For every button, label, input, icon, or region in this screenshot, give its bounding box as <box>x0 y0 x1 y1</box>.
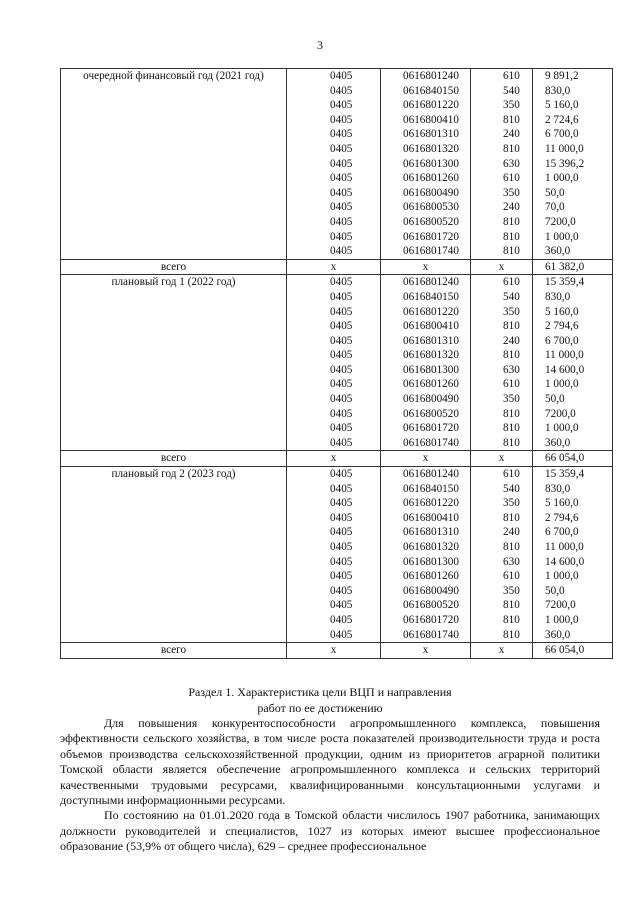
period-label-cell <box>61 525 287 540</box>
expense-type-cell: 810 <box>471 113 533 128</box>
amount-cell: 11 000,0 <box>533 348 613 363</box>
target-code-cell: 0616801720 <box>381 230 471 245</box>
target-code-cell: 0616840150 <box>381 290 471 305</box>
expense-type-cell: 610 <box>471 275 533 290</box>
expense-type-cell: 240 <box>471 200 533 215</box>
amount-cell: 1 000,0 <box>533 171 613 186</box>
section-code-cell: 0405 <box>287 305 381 320</box>
expense-type-cell: 610 <box>471 467 533 482</box>
table-row <box>61 436 613 451</box>
section-code-cell: 0405 <box>287 157 381 172</box>
expense-type-cell: 240 <box>471 525 533 540</box>
table-row <box>61 200 613 215</box>
amount-cell: 7200,0 <box>533 407 613 422</box>
amount-cell: 1 000,0 <box>533 421 613 436</box>
period-label-cell <box>61 496 287 511</box>
expense-type-cell: 810 <box>471 319 533 334</box>
table-row <box>61 482 613 497</box>
section-code-cell: 0405 <box>287 363 381 378</box>
target-code-cell: 0616800490 <box>381 584 471 599</box>
target-code-cell: 0616801310 <box>381 334 471 349</box>
amount-cell: 5 160,0 <box>533 98 613 113</box>
period-label-cell <box>61 200 287 215</box>
expense-type-cell: x <box>471 259 533 275</box>
page-number: 3 <box>317 38 323 52</box>
amount-cell: 830,0 <box>533 84 613 99</box>
period-label-cell <box>61 244 287 259</box>
budget-table-body <box>61 69 613 659</box>
total-label-cell: всего <box>61 643 287 659</box>
section-code-cell: 0405 <box>287 540 381 555</box>
expense-type-cell: 630 <box>471 363 533 378</box>
table-row <box>61 113 613 128</box>
target-code-cell: 0616801720 <box>381 613 471 628</box>
expense-type-cell: 240 <box>471 334 533 349</box>
target-code-cell: 0616801300 <box>381 157 471 172</box>
total-row <box>61 643 613 659</box>
amount-cell: 5 160,0 <box>533 305 613 320</box>
expense-type-cell: 350 <box>471 98 533 113</box>
table-row <box>61 334 613 349</box>
expense-type-cell: 540 <box>471 482 533 497</box>
section-code-cell: 0405 <box>287 628 381 643</box>
table-row <box>61 467 613 482</box>
amount-cell: 50,0 <box>533 392 613 407</box>
amount-cell: 1 000,0 <box>533 613 613 628</box>
table-row <box>61 511 613 526</box>
expense-type-cell: 350 <box>471 496 533 511</box>
period-label-cell: плановый год 2 (2023 год) <box>61 467 287 482</box>
table-row <box>61 525 613 540</box>
target-code-cell: 0616801240 <box>381 467 471 482</box>
section-code-cell: 0405 <box>287 127 381 142</box>
table-row <box>61 348 613 363</box>
period-label-cell <box>61 84 287 99</box>
table-row <box>61 186 613 201</box>
amount-cell: 2 794,6 <box>533 319 613 334</box>
section-code-cell: 0405 <box>287 421 381 436</box>
target-code-cell: 0616801310 <box>381 127 471 142</box>
amount-cell: 360,0 <box>533 436 613 451</box>
amount-cell: 15 396,2 <box>533 157 613 172</box>
target-code-cell: 0616801320 <box>381 348 471 363</box>
budget-table <box>60 68 613 659</box>
amount-cell: 50,0 <box>533 584 613 599</box>
section-code-cell: 0405 <box>287 377 381 392</box>
period-label-cell <box>61 392 287 407</box>
section-code-cell: 0405 <box>287 98 381 113</box>
section-code-cell: x <box>287 643 381 659</box>
expense-type-cell: 540 <box>471 290 533 305</box>
expense-type-cell: 810 <box>471 511 533 526</box>
section-code-cell: 0405 <box>287 200 381 215</box>
amount-cell: 360,0 <box>533 628 613 643</box>
target-code-cell: x <box>381 643 471 659</box>
table-row <box>61 363 613 378</box>
target-code-cell: 0616800490 <box>381 392 471 407</box>
table-row <box>61 584 613 599</box>
period-label-cell <box>61 348 287 363</box>
period-label-cell <box>61 157 287 172</box>
section-code-cell: 0405 <box>287 84 381 99</box>
period-label-cell <box>61 584 287 599</box>
table-row <box>61 157 613 172</box>
period-label-cell <box>61 436 287 451</box>
table-row <box>61 628 613 643</box>
section-code-cell: 0405 <box>287 496 381 511</box>
period-label-cell <box>61 113 287 128</box>
amount-cell: 1 000,0 <box>533 569 613 584</box>
section-code-cell: 0405 <box>287 569 381 584</box>
expense-type-cell: 610 <box>471 569 533 584</box>
section-code-cell: 0405 <box>287 555 381 570</box>
target-code-cell: 0616801260 <box>381 569 471 584</box>
amount-cell: 360,0 <box>533 244 613 259</box>
period-label-cell <box>61 569 287 584</box>
period-label-cell <box>61 363 287 378</box>
amount-cell: 6 700,0 <box>533 127 613 142</box>
section-code-cell: 0405 <box>287 613 381 628</box>
table-row <box>61 290 613 305</box>
expense-type-cell: 610 <box>471 69 533 84</box>
paragraph: Для повышения конкурентоспособности агропромышленного комплекса, повышения эффективности сельского хозяйства, в том числе роста показателей производительности труда и роста объемов производства сельскохозяйственной продукции, одним из приоритетов аграрной политики Томской области является обеспечение агропромышленного комплекса и сельских территорий качественными трудовыми ресурсами, квалифицированными консультационными услугами и доступными информационными ресурсами. <box>60 716 600 808</box>
total-label-cell: всего <box>61 259 287 275</box>
period-label-cell <box>61 482 287 497</box>
expense-type-cell: 350 <box>471 584 533 599</box>
section-code-cell: 0405 <box>287 334 381 349</box>
expense-type-cell: 810 <box>471 215 533 230</box>
expense-type-cell: 240 <box>471 127 533 142</box>
period-label-cell: очередной финансовый год (2021 год) <box>61 69 287 84</box>
target-code-cell: 0616801320 <box>381 540 471 555</box>
period-label-cell <box>61 377 287 392</box>
target-code-cell: 0616840150 <box>381 84 471 99</box>
amount-cell: 1 000,0 <box>533 377 613 392</box>
period-label-cell <box>61 319 287 334</box>
total-amount-cell: 66 054,0 <box>533 643 613 659</box>
period-label-cell <box>61 305 287 320</box>
table-row <box>61 305 613 320</box>
table-row <box>61 496 613 511</box>
section-code-cell: 0405 <box>287 186 381 201</box>
table-row <box>61 275 613 290</box>
period-label-cell <box>61 142 287 157</box>
target-code-cell: 0616801260 <box>381 171 471 186</box>
table-row <box>61 84 613 99</box>
target-code-cell: 0616801300 <box>381 555 471 570</box>
target-code-cell: 0616800410 <box>381 113 471 128</box>
table-row <box>61 377 613 392</box>
section-code-cell: 0405 <box>287 142 381 157</box>
expense-type-cell: 810 <box>471 421 533 436</box>
table-row <box>61 555 613 570</box>
target-code-cell: x <box>381 259 471 275</box>
target-code-cell: 0616801310 <box>381 525 471 540</box>
expense-type-cell: 810 <box>471 142 533 157</box>
target-code-cell: 0616801320 <box>381 142 471 157</box>
period-label-cell <box>61 98 287 113</box>
amount-cell: 830,0 <box>533 482 613 497</box>
target-code-cell: x <box>381 451 471 467</box>
table-row <box>61 421 613 436</box>
target-code-cell: 0616800490 <box>381 186 471 201</box>
expense-type-cell: x <box>471 643 533 659</box>
section-code-cell: 0405 <box>287 244 381 259</box>
table-row <box>61 171 613 186</box>
table-row <box>61 98 613 113</box>
expense-type-cell: 810 <box>471 230 533 245</box>
period-label-cell <box>61 290 287 305</box>
amount-cell: 5 160,0 <box>533 496 613 511</box>
expense-type-cell: 350 <box>471 186 533 201</box>
section-code-cell: 0405 <box>287 392 381 407</box>
amount-cell: 14 600,0 <box>533 555 613 570</box>
period-label-cell <box>61 613 287 628</box>
section-code-cell: 0405 <box>287 290 381 305</box>
total-row <box>61 451 613 467</box>
section-code-cell: 0405 <box>287 598 381 613</box>
amount-cell: 9 891,2 <box>533 69 613 84</box>
amount-cell: 6 700,0 <box>533 525 613 540</box>
expense-type-cell: 610 <box>471 171 533 186</box>
expense-type-cell: 810 <box>471 407 533 422</box>
section-body-text <box>60 716 600 855</box>
amount-cell: 1 000,0 <box>533 230 613 245</box>
amount-cell: 830,0 <box>533 290 613 305</box>
table-row <box>61 127 613 142</box>
expense-type-cell: 810 <box>471 613 533 628</box>
section-title-line1: Раздел 1. Характеристика цели ВЦП и направления <box>188 685 452 699</box>
period-label-cell <box>61 421 287 436</box>
target-code-cell: 0616800410 <box>381 319 471 334</box>
section-code-cell: 0405 <box>287 525 381 540</box>
period-label-cell <box>61 215 287 230</box>
section-code-cell: 0405 <box>287 511 381 526</box>
expense-type-cell: 810 <box>471 244 533 259</box>
period-label-cell <box>61 598 287 613</box>
amount-cell: 7200,0 <box>533 598 613 613</box>
total-amount-cell: 66 054,0 <box>533 451 613 467</box>
period-label-cell <box>61 540 287 555</box>
expense-type-cell: 810 <box>471 540 533 555</box>
table-row <box>61 613 613 628</box>
section-code-cell: 0405 <box>287 215 381 230</box>
amount-cell: 2 724,6 <box>533 113 613 128</box>
section-code-cell: 0405 <box>287 275 381 290</box>
section-title-line2: работ по ее достижению <box>257 701 383 715</box>
section-code-cell: 0405 <box>287 467 381 482</box>
table-row <box>61 244 613 259</box>
target-code-cell: 0616801220 <box>381 98 471 113</box>
table-row <box>61 392 613 407</box>
expense-type-cell: 630 <box>471 555 533 570</box>
target-code-cell: 0616840150 <box>381 482 471 497</box>
expense-type-cell: 810 <box>471 628 533 643</box>
period-label-cell <box>61 407 287 422</box>
amount-cell: 6 700,0 <box>533 334 613 349</box>
amount-cell: 15 359,4 <box>533 467 613 482</box>
period-label-cell <box>61 186 287 201</box>
period-label-cell <box>61 555 287 570</box>
section-code-cell: 0405 <box>287 482 381 497</box>
table-row <box>61 540 613 555</box>
period-label-cell: плановый год 1 (2022 год) <box>61 275 287 290</box>
section-code-cell: 0405 <box>287 171 381 186</box>
expense-type-cell: 810 <box>471 598 533 613</box>
target-code-cell: 0616801300 <box>381 363 471 378</box>
section-code-cell: 0405 <box>287 230 381 245</box>
target-code-cell: 0616801220 <box>381 496 471 511</box>
table-row <box>61 598 613 613</box>
target-code-cell: 0616800520 <box>381 215 471 230</box>
target-code-cell: 0616801240 <box>381 275 471 290</box>
period-label-cell <box>61 127 287 142</box>
table-row <box>61 319 613 334</box>
section-code-cell: x <box>287 259 381 275</box>
target-code-cell: 0616801720 <box>381 421 471 436</box>
section-code-cell: 0405 <box>287 584 381 599</box>
target-code-cell: 0616801740 <box>381 244 471 259</box>
expense-type-cell: 810 <box>471 436 533 451</box>
total-label-cell: всего <box>61 451 287 467</box>
amount-cell: 11 000,0 <box>533 142 613 157</box>
target-code-cell: 0616801240 <box>381 69 471 84</box>
target-code-cell: 0616800410 <box>381 511 471 526</box>
section-title <box>0 684 640 716</box>
expense-type-cell: 630 <box>471 157 533 172</box>
period-label-cell <box>61 628 287 643</box>
table-row <box>61 230 613 245</box>
table-row <box>61 142 613 157</box>
table-row <box>61 569 613 584</box>
target-code-cell: 0616801740 <box>381 436 471 451</box>
period-label-cell <box>61 171 287 186</box>
table-row <box>61 407 613 422</box>
expense-type-cell: 350 <box>471 305 533 320</box>
period-label-cell <box>61 334 287 349</box>
target-code-cell: 0616801740 <box>381 628 471 643</box>
table-row <box>61 215 613 230</box>
expense-type-cell: 610 <box>471 377 533 392</box>
expense-type-cell: 540 <box>471 84 533 99</box>
target-code-cell: 0616800520 <box>381 598 471 613</box>
target-code-cell: 0616800520 <box>381 407 471 422</box>
target-code-cell: 0616801260 <box>381 377 471 392</box>
section-code-cell: 0405 <box>287 436 381 451</box>
section-code-cell: 0405 <box>287 113 381 128</box>
amount-cell: 2 794,6 <box>533 511 613 526</box>
total-amount-cell: 61 382,0 <box>533 259 613 275</box>
section-code-cell: x <box>287 451 381 467</box>
section-code-cell: 0405 <box>287 348 381 363</box>
expense-type-cell: x <box>471 451 533 467</box>
period-label-cell <box>61 230 287 245</box>
amount-cell: 15 359,4 <box>533 275 613 290</box>
amount-cell: 70,0 <box>533 200 613 215</box>
table-row <box>61 69 613 84</box>
amount-cell: 14 600,0 <box>533 363 613 378</box>
amount-cell: 7200,0 <box>533 215 613 230</box>
section-code-cell: 0405 <box>287 69 381 84</box>
amount-cell: 50,0 <box>533 186 613 201</box>
amount-cell: 11 000,0 <box>533 540 613 555</box>
total-row <box>61 259 613 275</box>
target-code-cell: 0616800530 <box>381 200 471 215</box>
period-label-cell <box>61 511 287 526</box>
section-code-cell: 0405 <box>287 319 381 334</box>
section-code-cell: 0405 <box>287 407 381 422</box>
expense-type-cell: 350 <box>471 392 533 407</box>
target-code-cell: 0616801220 <box>381 305 471 320</box>
paragraph: По состоянию на 01.01.2020 года в Томской области числилось 1907 работника, занимающих должности руководителей и специалистов, 1027 из которых имеют высшее профессиональное образование (53,9% от общего числа), 629 – среднее профессиональное <box>60 808 600 854</box>
expense-type-cell: 810 <box>471 348 533 363</box>
